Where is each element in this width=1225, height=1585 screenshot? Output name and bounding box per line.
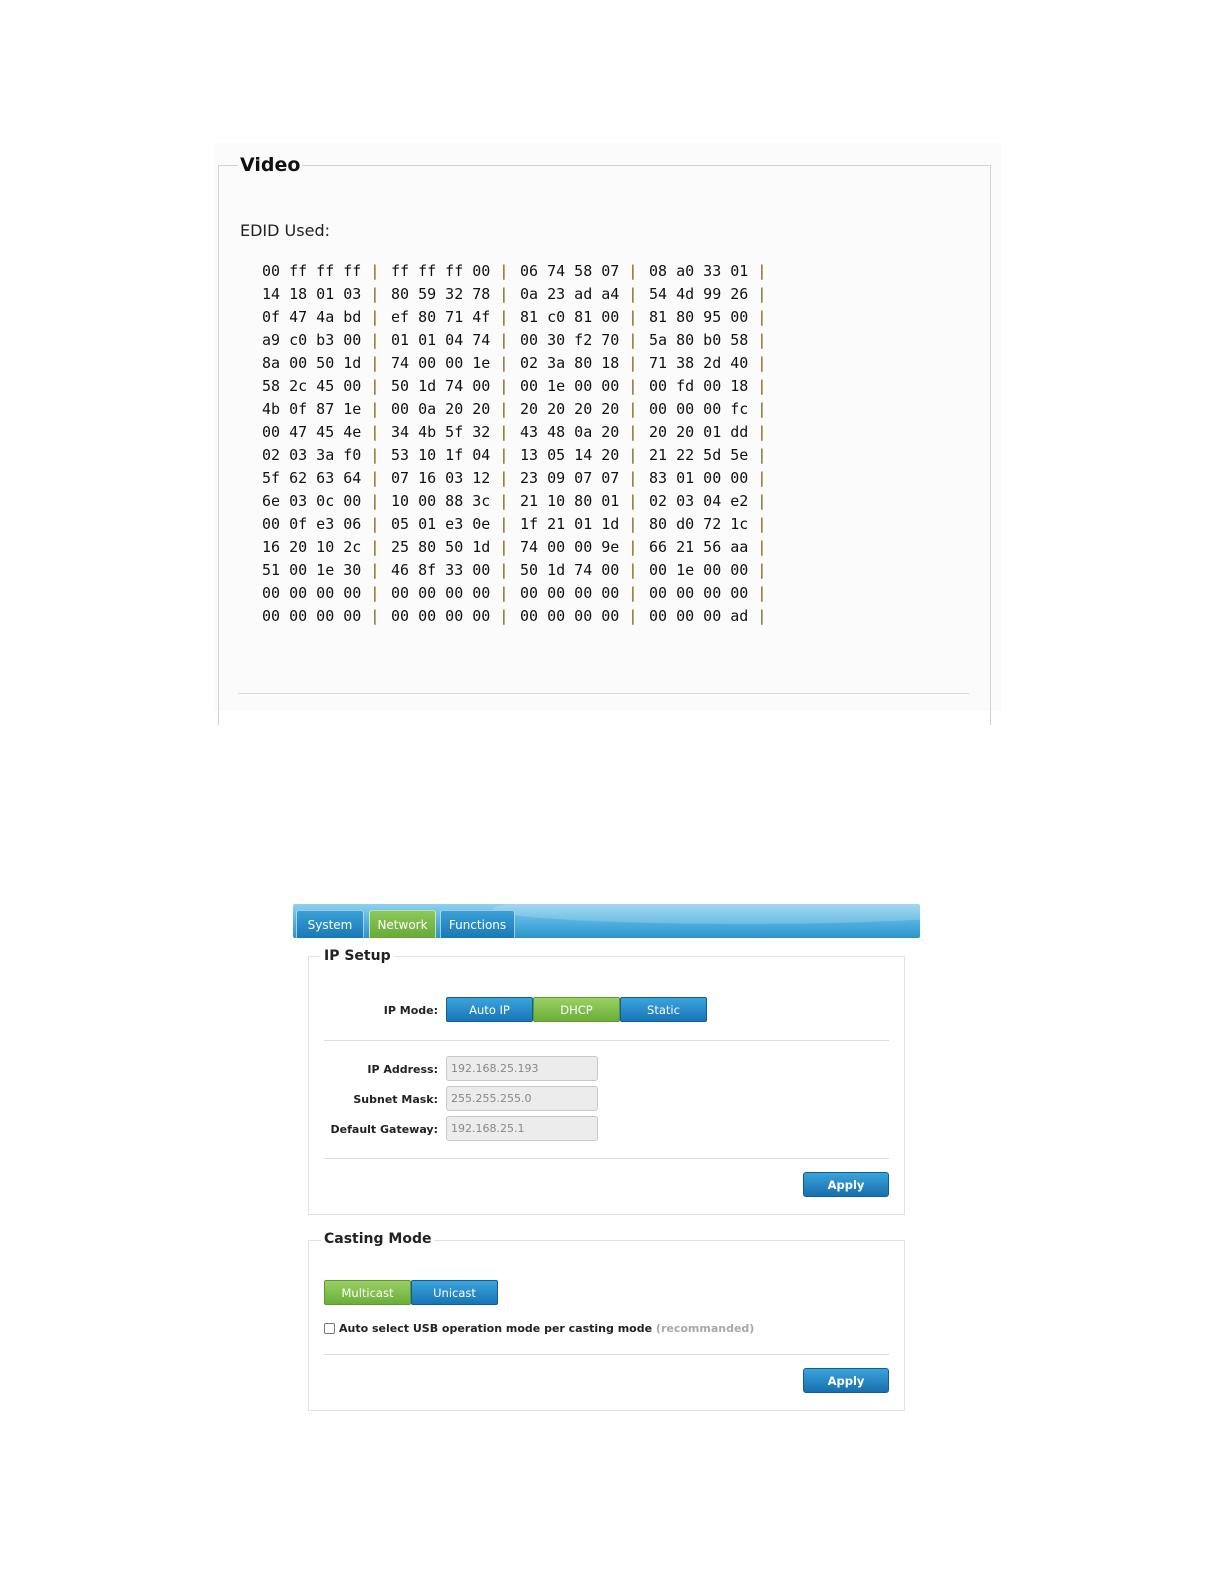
- edid-byte-group: [520, 260, 649, 283]
- tab-bar: [293, 904, 920, 938]
- edid-bytes: 02 03 3a f0: [262, 446, 362, 464]
- edid-byte-group: [649, 352, 778, 375]
- edid-bytes: 1f 21 01 1d: [520, 515, 620, 533]
- edid-separator: |: [490, 469, 509, 487]
- edid-separator: |: [361, 469, 380, 487]
- edid-byte-group: [262, 283, 391, 306]
- edid-separator: |: [619, 400, 638, 418]
- edid-byte-group: [520, 444, 649, 467]
- edid-separator: |: [619, 561, 638, 579]
- edid-separator: |: [361, 400, 380, 418]
- edid-byte-group: [262, 375, 391, 398]
- edid-separator: |: [748, 607, 767, 625]
- edid-bytes: 66 21 56 aa: [649, 538, 749, 556]
- edid-separator: |: [748, 584, 767, 602]
- edid-byte-group: [391, 536, 520, 559]
- edid-separator: |: [490, 308, 509, 326]
- edid-byte-group: [649, 513, 778, 536]
- edid-byte-group: [649, 329, 778, 352]
- edid-bytes: 74 00 00 9e: [520, 538, 620, 556]
- ip-setup-title: IP Setup: [321, 948, 394, 964]
- ip-setup-divider-top: [324, 1040, 889, 1041]
- edid-byte-group: [649, 467, 778, 490]
- edid-bytes: 20 20 01 dd: [649, 423, 749, 441]
- auto-usb-mode-label: [339, 1322, 754, 1335]
- video-panel: [214, 143, 1001, 711]
- tab-bar-decoration: [493, 904, 920, 924]
- edid-bytes: 00 00 00 00: [262, 607, 362, 625]
- edid-bytes: 21 22 5d 5e: [649, 446, 749, 464]
- edid-hex-dump: [262, 260, 778, 628]
- edid-separator: |: [361, 308, 380, 326]
- edid-row: [262, 444, 778, 467]
- edid-bytes: 0f 47 4a bd: [262, 308, 362, 326]
- edid-separator: |: [361, 492, 380, 510]
- edid-byte-group: [391, 444, 520, 467]
- edid-separator: |: [361, 538, 380, 556]
- auto-usb-mode-checkbox[interactable]: [324, 1323, 335, 1334]
- edid-separator: |: [361, 446, 380, 464]
- edid-byte-group: [391, 375, 520, 398]
- edid-bytes: 00 00 00 fc: [649, 400, 749, 418]
- edid-bytes: 80 59 32 78: [391, 285, 491, 303]
- edid-bytes: 00 0a 20 20: [391, 400, 491, 418]
- edid-bytes: 00 00 00 00: [262, 584, 362, 602]
- edid-bytes: 01 01 04 74: [391, 331, 491, 349]
- network-settings-panel: [291, 904, 921, 1424]
- edid-row: [262, 490, 778, 513]
- edid-row: [262, 605, 778, 628]
- edid-byte-group: [391, 559, 520, 582]
- edid-separator: |: [490, 584, 509, 602]
- edid-separator: |: [361, 561, 380, 579]
- edid-row: [262, 352, 778, 375]
- edid-row: [262, 421, 778, 444]
- edid-bytes: 83 01 00 00: [649, 469, 749, 487]
- edid-byte-group: [262, 306, 391, 329]
- edid-byte-group: [262, 260, 391, 283]
- edid-separator: |: [490, 492, 509, 510]
- edid-bytes: 00 00 00 00: [391, 584, 491, 602]
- edid-separator: |: [619, 515, 638, 533]
- edid-byte-group: [391, 467, 520, 490]
- edid-bytes: 50 1d 74 00: [520, 561, 620, 579]
- edid-byte-group: [649, 375, 778, 398]
- default-gateway-label: Default Gateway:: [330, 1123, 438, 1136]
- ip-address-label: IP Address:: [367, 1063, 438, 1076]
- edid-row: [262, 559, 778, 582]
- edid-byte-group: [262, 582, 391, 605]
- edid-separator: |: [748, 354, 767, 372]
- edid-bytes: 00 0f e3 06: [262, 515, 362, 533]
- edid-bytes: 54 4d 99 26: [649, 285, 749, 303]
- edid-byte-group: [262, 398, 391, 421]
- ip-address-field[interactable]: 192.168.25.193: [446, 1056, 598, 1081]
- edid-bytes: 43 48 0a 20: [520, 423, 620, 441]
- edid-byte-group: [520, 329, 649, 352]
- edid-separator: |: [619, 607, 638, 625]
- edid-byte-group: [520, 582, 649, 605]
- video-section-title: Video: [240, 154, 301, 176]
- edid-separator: |: [619, 469, 638, 487]
- edid-separator: |: [361, 331, 380, 349]
- edid-bytes: 02 3a 80 18: [520, 354, 620, 372]
- edid-row: [262, 260, 778, 283]
- edid-separator: |: [361, 354, 380, 372]
- edid-byte-group: [262, 421, 391, 444]
- edid-bytes: 81 c0 81 00: [520, 308, 620, 326]
- edid-bytes: 81 80 95 00: [649, 308, 749, 326]
- edid-byte-group: [649, 605, 778, 628]
- edid-bytes: 00 1e 00 00: [649, 561, 749, 579]
- edid-byte-group: [391, 352, 520, 375]
- edid-byte-group: [649, 559, 778, 582]
- edid-bytes: 14 18 01 03: [262, 285, 362, 303]
- casting-multicast-button[interactable]: Multicast: [324, 1280, 411, 1305]
- edid-separator: |: [490, 377, 509, 395]
- edid-separator: |: [361, 515, 380, 533]
- edid-separator: |: [748, 308, 767, 326]
- edid-bytes: 00 30 f2 70: [520, 331, 620, 349]
- edid-row: [262, 398, 778, 421]
- edid-byte-group: [262, 467, 391, 490]
- edid-row: [262, 536, 778, 559]
- edid-bytes: 74 00 00 1e: [391, 354, 491, 372]
- edid-separator: |: [619, 331, 638, 349]
- edid-byte-group: [649, 536, 778, 559]
- ip-setup-apply-button[interactable]: Apply: [803, 1172, 889, 1197]
- edid-bytes: 23 09 07 07: [520, 469, 620, 487]
- edid-separator: |: [748, 515, 767, 533]
- edid-bytes: 8a 00 50 1d: [262, 354, 362, 372]
- edid-separator: |: [748, 377, 767, 395]
- edid-byte-group: [520, 398, 649, 421]
- edid-byte-group: [649, 260, 778, 283]
- edid-bytes: 00 fd 00 18: [649, 377, 749, 395]
- edid-row: [262, 329, 778, 352]
- edid-separator: |: [361, 423, 380, 441]
- edid-separator: |: [490, 515, 509, 533]
- edid-bytes: 00 1e 00 00: [520, 377, 620, 395]
- ip-setup-divider-bottom: [324, 1158, 889, 1159]
- edid-bytes: 02 03 04 e2: [649, 492, 749, 510]
- edid-byte-group: [649, 444, 778, 467]
- edid-separator: |: [748, 400, 767, 418]
- edid-separator: |: [490, 561, 509, 579]
- default-gateway-field[interactable]: 192.168.25.1: [446, 1116, 598, 1141]
- casting-mode-divider: [324, 1354, 889, 1355]
- edid-bytes: 0a 23 ad a4: [520, 285, 620, 303]
- edid-separator: |: [619, 354, 638, 372]
- edid-bytes: 07 16 03 12: [391, 469, 491, 487]
- edid-bytes: 00 47 45 4e: [262, 423, 362, 441]
- edid-bytes: 10 00 88 3c: [391, 492, 491, 510]
- edid-byte-group: [649, 283, 778, 306]
- edid-row: [262, 306, 778, 329]
- edid-separator: |: [748, 561, 767, 579]
- edid-bytes: 34 4b 5f 32: [391, 423, 491, 441]
- casting-mode-title: Casting Mode: [321, 1231, 434, 1247]
- edid-separator: |: [490, 423, 509, 441]
- ip-mode-static-button[interactable]: Static: [620, 997, 707, 1022]
- edid-byte-group: [391, 421, 520, 444]
- edid-bytes: ff ff ff 00: [391, 262, 491, 280]
- edid-separator: |: [748, 469, 767, 487]
- edid-byte-group: [520, 559, 649, 582]
- edid-separator: |: [619, 492, 638, 510]
- edid-separator: |: [490, 331, 509, 349]
- edid-separator: |: [490, 538, 509, 556]
- edid-separator: |: [748, 423, 767, 441]
- edid-separator: |: [361, 584, 380, 602]
- edid-separator: |: [490, 354, 509, 372]
- edid-byte-group: [520, 490, 649, 513]
- edid-bytes: 80 d0 72 1c: [649, 515, 749, 533]
- edid-separator: |: [619, 262, 638, 280]
- edid-byte-group: [391, 329, 520, 352]
- edid-byte-group: [391, 306, 520, 329]
- edid-separator: |: [619, 377, 638, 395]
- ip-mode-dhcp-button[interactable]: DHCP: [533, 997, 620, 1022]
- casting-unicast-button[interactable]: Unicast: [411, 1280, 498, 1305]
- edid-separator: |: [490, 607, 509, 625]
- edid-byte-group: [520, 536, 649, 559]
- edid-bytes: ef 80 71 4f: [391, 308, 491, 326]
- edid-byte-group: [391, 260, 520, 283]
- edid-byte-group: [262, 444, 391, 467]
- edid-separator: |: [748, 538, 767, 556]
- video-divider: [238, 693, 969, 694]
- edid-byte-group: [391, 582, 520, 605]
- edid-byte-group: [262, 605, 391, 628]
- edid-byte-group: [520, 283, 649, 306]
- edid-row: [262, 513, 778, 536]
- edid-separator: |: [619, 446, 638, 464]
- edid-used-label: EDID Used:: [240, 221, 330, 240]
- edid-bytes: 58 2c 45 00: [262, 377, 362, 395]
- tab-functions[interactable]: Functions: [440, 910, 515, 938]
- edid-separator: |: [748, 446, 767, 464]
- edid-bytes: 53 10 1f 04: [391, 446, 491, 464]
- edid-byte-group: [520, 352, 649, 375]
- edid-byte-group: [649, 398, 778, 421]
- edid-bytes: 06 74 58 07: [520, 262, 620, 280]
- edid-bytes: 50 1d 74 00: [391, 377, 491, 395]
- edid-bytes: 4b 0f 87 1e: [262, 400, 362, 418]
- edid-bytes: 05 01 e3 0e: [391, 515, 491, 533]
- edid-row: [262, 283, 778, 306]
- edid-bytes: 00 00 00 00: [649, 584, 749, 602]
- edid-bytes: 00 00 00 00: [391, 607, 491, 625]
- edid-byte-group: [649, 582, 778, 605]
- subnet-mask-label: Subnet Mask:: [353, 1093, 438, 1106]
- edid-byte-group: [262, 559, 391, 582]
- edid-separator: |: [619, 538, 638, 556]
- edid-separator: |: [748, 262, 767, 280]
- edid-byte-group: [649, 421, 778, 444]
- edid-byte-group: [391, 490, 520, 513]
- edid-bytes: 13 05 14 20: [520, 446, 620, 464]
- edid-separator: |: [619, 423, 638, 441]
- edid-separator: |: [361, 377, 380, 395]
- edid-byte-group: [262, 513, 391, 536]
- edid-separator: |: [748, 492, 767, 510]
- ip-mode-auto-ip-button[interactable]: Auto IP: [446, 997, 533, 1022]
- edid-byte-group: [520, 306, 649, 329]
- edid-byte-group: [520, 421, 649, 444]
- edid-row: [262, 467, 778, 490]
- edid-separator: |: [490, 285, 509, 303]
- edid-bytes: 00 00 00 00: [520, 584, 620, 602]
- tab-system[interactable]: System: [296, 910, 364, 938]
- edid-bytes: 46 8f 33 00: [391, 561, 491, 579]
- edid-separator: |: [748, 285, 767, 303]
- edid-separator: |: [361, 285, 380, 303]
- edid-bytes: 5a 80 b0 58: [649, 331, 749, 349]
- edid-byte-group: [520, 513, 649, 536]
- edid-separator: |: [748, 331, 767, 349]
- edid-bytes: 51 00 1e 30: [262, 561, 362, 579]
- edid-separator: |: [619, 285, 638, 303]
- auto-usb-mode-hint: (recommanded): [655, 1322, 755, 1335]
- edid-bytes: 6e 03 0c 00: [262, 492, 362, 510]
- edid-byte-group: [649, 490, 778, 513]
- edid-row: [262, 582, 778, 605]
- casting-mode-apply-button[interactable]: Apply: [803, 1368, 889, 1393]
- auto-usb-mode-text: Auto select USB operation mode per casting mode: [339, 1322, 653, 1335]
- edid-bytes: 5f 62 63 64: [262, 469, 362, 487]
- edid-byte-group: [391, 513, 520, 536]
- edid-bytes: 00 00 00 00: [520, 607, 620, 625]
- edid-bytes: 00 00 00 ad: [649, 607, 749, 625]
- edid-byte-group: [649, 306, 778, 329]
- edid-byte-group: [520, 467, 649, 490]
- edid-separator: |: [619, 308, 638, 326]
- edid-byte-group: [391, 605, 520, 628]
- tab-network[interactable]: Network: [369, 910, 436, 938]
- edid-bytes: 16 20 10 2c: [262, 538, 362, 556]
- edid-byte-group: [262, 490, 391, 513]
- edid-byte-group: [520, 375, 649, 398]
- edid-separator: |: [490, 262, 509, 280]
- edid-separator: |: [490, 446, 509, 464]
- edid-bytes: 08 a0 33 01: [649, 262, 749, 280]
- edid-byte-group: [391, 398, 520, 421]
- edid-byte-group: [262, 352, 391, 375]
- edid-byte-group: [520, 605, 649, 628]
- edid-separator: |: [490, 400, 509, 418]
- edid-separator: |: [361, 607, 380, 625]
- edid-separator: |: [619, 584, 638, 602]
- edid-separator: |: [361, 262, 380, 280]
- edid-bytes: 71 38 2d 40: [649, 354, 749, 372]
- subnet-mask-field[interactable]: 255.255.255.0: [446, 1086, 598, 1111]
- edid-byte-group: [262, 536, 391, 559]
- edid-bytes: 21 10 80 01: [520, 492, 620, 510]
- edid-bytes: 20 20 20 20: [520, 400, 620, 418]
- edid-row: [262, 375, 778, 398]
- edid-bytes: 25 80 50 1d: [391, 538, 491, 556]
- edid-byte-group: [262, 329, 391, 352]
- edid-byte-group: [391, 283, 520, 306]
- edid-bytes: a9 c0 b3 00: [262, 331, 362, 349]
- edid-bytes: 00 ff ff ff: [262, 262, 362, 280]
- ip-mode-label: IP Mode:: [383, 1004, 438, 1017]
